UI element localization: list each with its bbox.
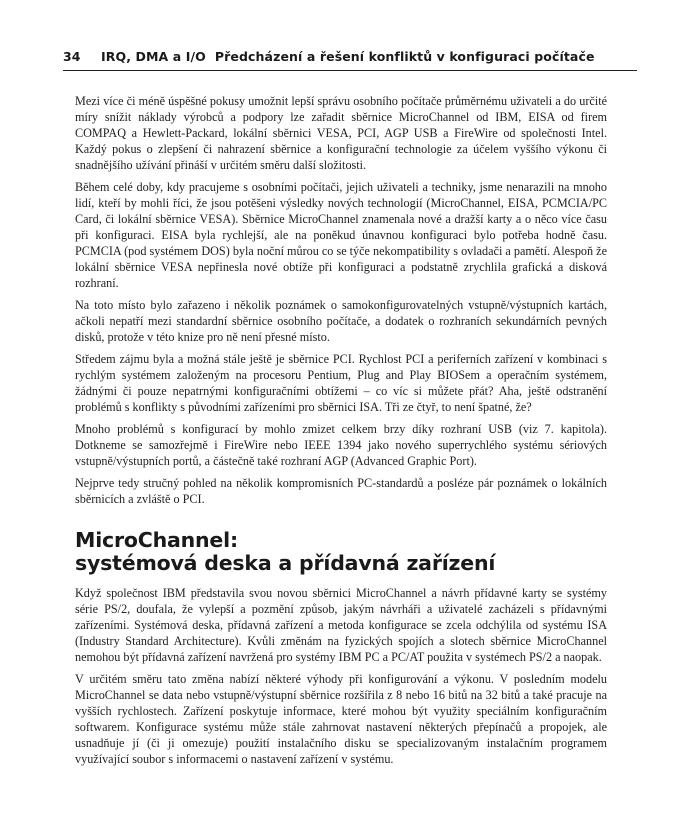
paragraph: Mnoho problémů s konfigurací by mohlo zmizet celkem brzy díky rozhraní USB (viz 7. kapitola). Dotkneme se samozřejmě i FireWire nebo IEEE 1394 jako nového superrychlého systému sériových vstupně/výstupních portů, a částečně také rozhraní AGP (Advanced Graphic Port). (75, 422, 607, 468)
section-heading-line2: systémová deska a přídavná zařízení (75, 551, 496, 575)
paragraph: Na toto místo bylo zařazeno i několik poznámek o samokonfigurovatelných vstupně/výstupních kartách, ačkoli nepatří mezi standardní sběrnice osobního počítače, a dodatek o rozhraních sekundárních pevných disků, protože v této knize pro ně není přesné místo. (75, 298, 607, 344)
paragraph: Během celé doby, kdy pracujeme s osobními počítači, jejich uživateli a techniky, jsme nenarazili na mnoho lidí, kteří by mohli říci, že jsou potěšeni výsledky nových technologií (MicroChannel, EISA, PCMCIA/PC Card, či lokální sběrnice VESA). Sběrnice MicroChannel znamenala nové a dražší karty a o něco více času při konfiguraci. EISA byla rychlejší, ale na poněkud únavnou konfiguraci bylo potřeba hodně času. PCMCIA (pod systémem DOS) byla noční můrou co se týče nekompatibility s ovladači a pamětí. Alespoň že lokální sběrnice VESA nepřinesla nové obtíže při konfiguraci a podstatně zrychlila grafická a disková rozhraní. (75, 180, 607, 290)
page-number: 34 (63, 49, 81, 64)
running-header (63, 49, 633, 64)
paragraph: Nejprve tedy stručný pohled na několik kompromisních PC-standardů a posléze pár poznámek o lokálních sběrnicích a zvláště o PCI. (75, 476, 607, 506)
paragraph: V určitém směru tato změna nabízí některé výhody při konfigurování a výkonu. V posledním modelu MicroChannel se data nebo vstupně/výstupní sběrnice rozšířila z 8 nebo 16 bitů na 32 bitů a také pracuje na vyšších rychlostech. Zařízení poskytuje informace, které mohou být využity speciálním konfiguračním softwarem. Konfigurace systému může stále zahrnovat nastavení některých přepínačů a propojek, ale usnadňuje jí (či ji omezuje) použití instalačního disku se specializovaným instalačním programem využívající soubor s informacemi o nastavení zařízení v systému. (75, 672, 607, 766)
paragraph: Když společnost IBM představila svou novou sběrnici MicroChannel a návrh přídavné karty se systémy série PS/2, doufala, že vylepší a pozmění způsob, jakým návrháři a uživatelé zacházeli s přídavnými zařízeními. Systémová deska, přídavná zařízení a metoda konfigurace se zcela odchýlila od systému ISA (Industry Standard Architecture). Kvůli změnám na fyzických spojích a slotech sběrnice MicroChannel nemohou být přídavná zařízení navržená pro systémy IBM PC a PC/AT použita v systémech PS/2 a naopak. (75, 586, 607, 664)
section-heading-line1: MicroChannel: (75, 528, 238, 552)
section-heading (75, 529, 607, 575)
chapter-title: Předcházení a řešení konfliktů v konfiguraci počítače (214, 49, 595, 64)
paragraph: Středem zájmu byla a možná stále ještě je sběrnice PCI. Rychlost PCI a periferních zařízení v kombinaci s rychlým systémem založeným na procesoru Pentium, Plug and Play BIOSem a operačním systémem, žádnými či pouze nepatrnými konfiguračními obtížemi – co víc si můžete přát? Aha, ještě odstranění problémů s konflikty s původními zařízeními pro sběrnici ISA. Tři ze čtyř, to není špatné, že? (75, 352, 607, 414)
paragraph: Mezi více či méně úspěšné pokusy umožnit lepší správu osobního počítače průměrnému uživateli a do určité míry snížit náklady výrobců a podpory lze zařadit sběrnice MicroChannel od IBM, EISA od firem COMPAQ a Hewlett-Packard, lokální sběrnici VESA, PCI, AGP USB a FireWire od společnosti Intel. Každý pokus o zlepšení či nahrazení sběrnice a konfigurační technologie za účelem vyššího výkonu či snadnějšího užívání přináší v určitém směru další složitosti. (75, 94, 607, 172)
chapter-label: IRQ, DMA a I/O (101, 49, 206, 64)
page-body (75, 93, 607, 773)
header-rule (63, 70, 637, 71)
